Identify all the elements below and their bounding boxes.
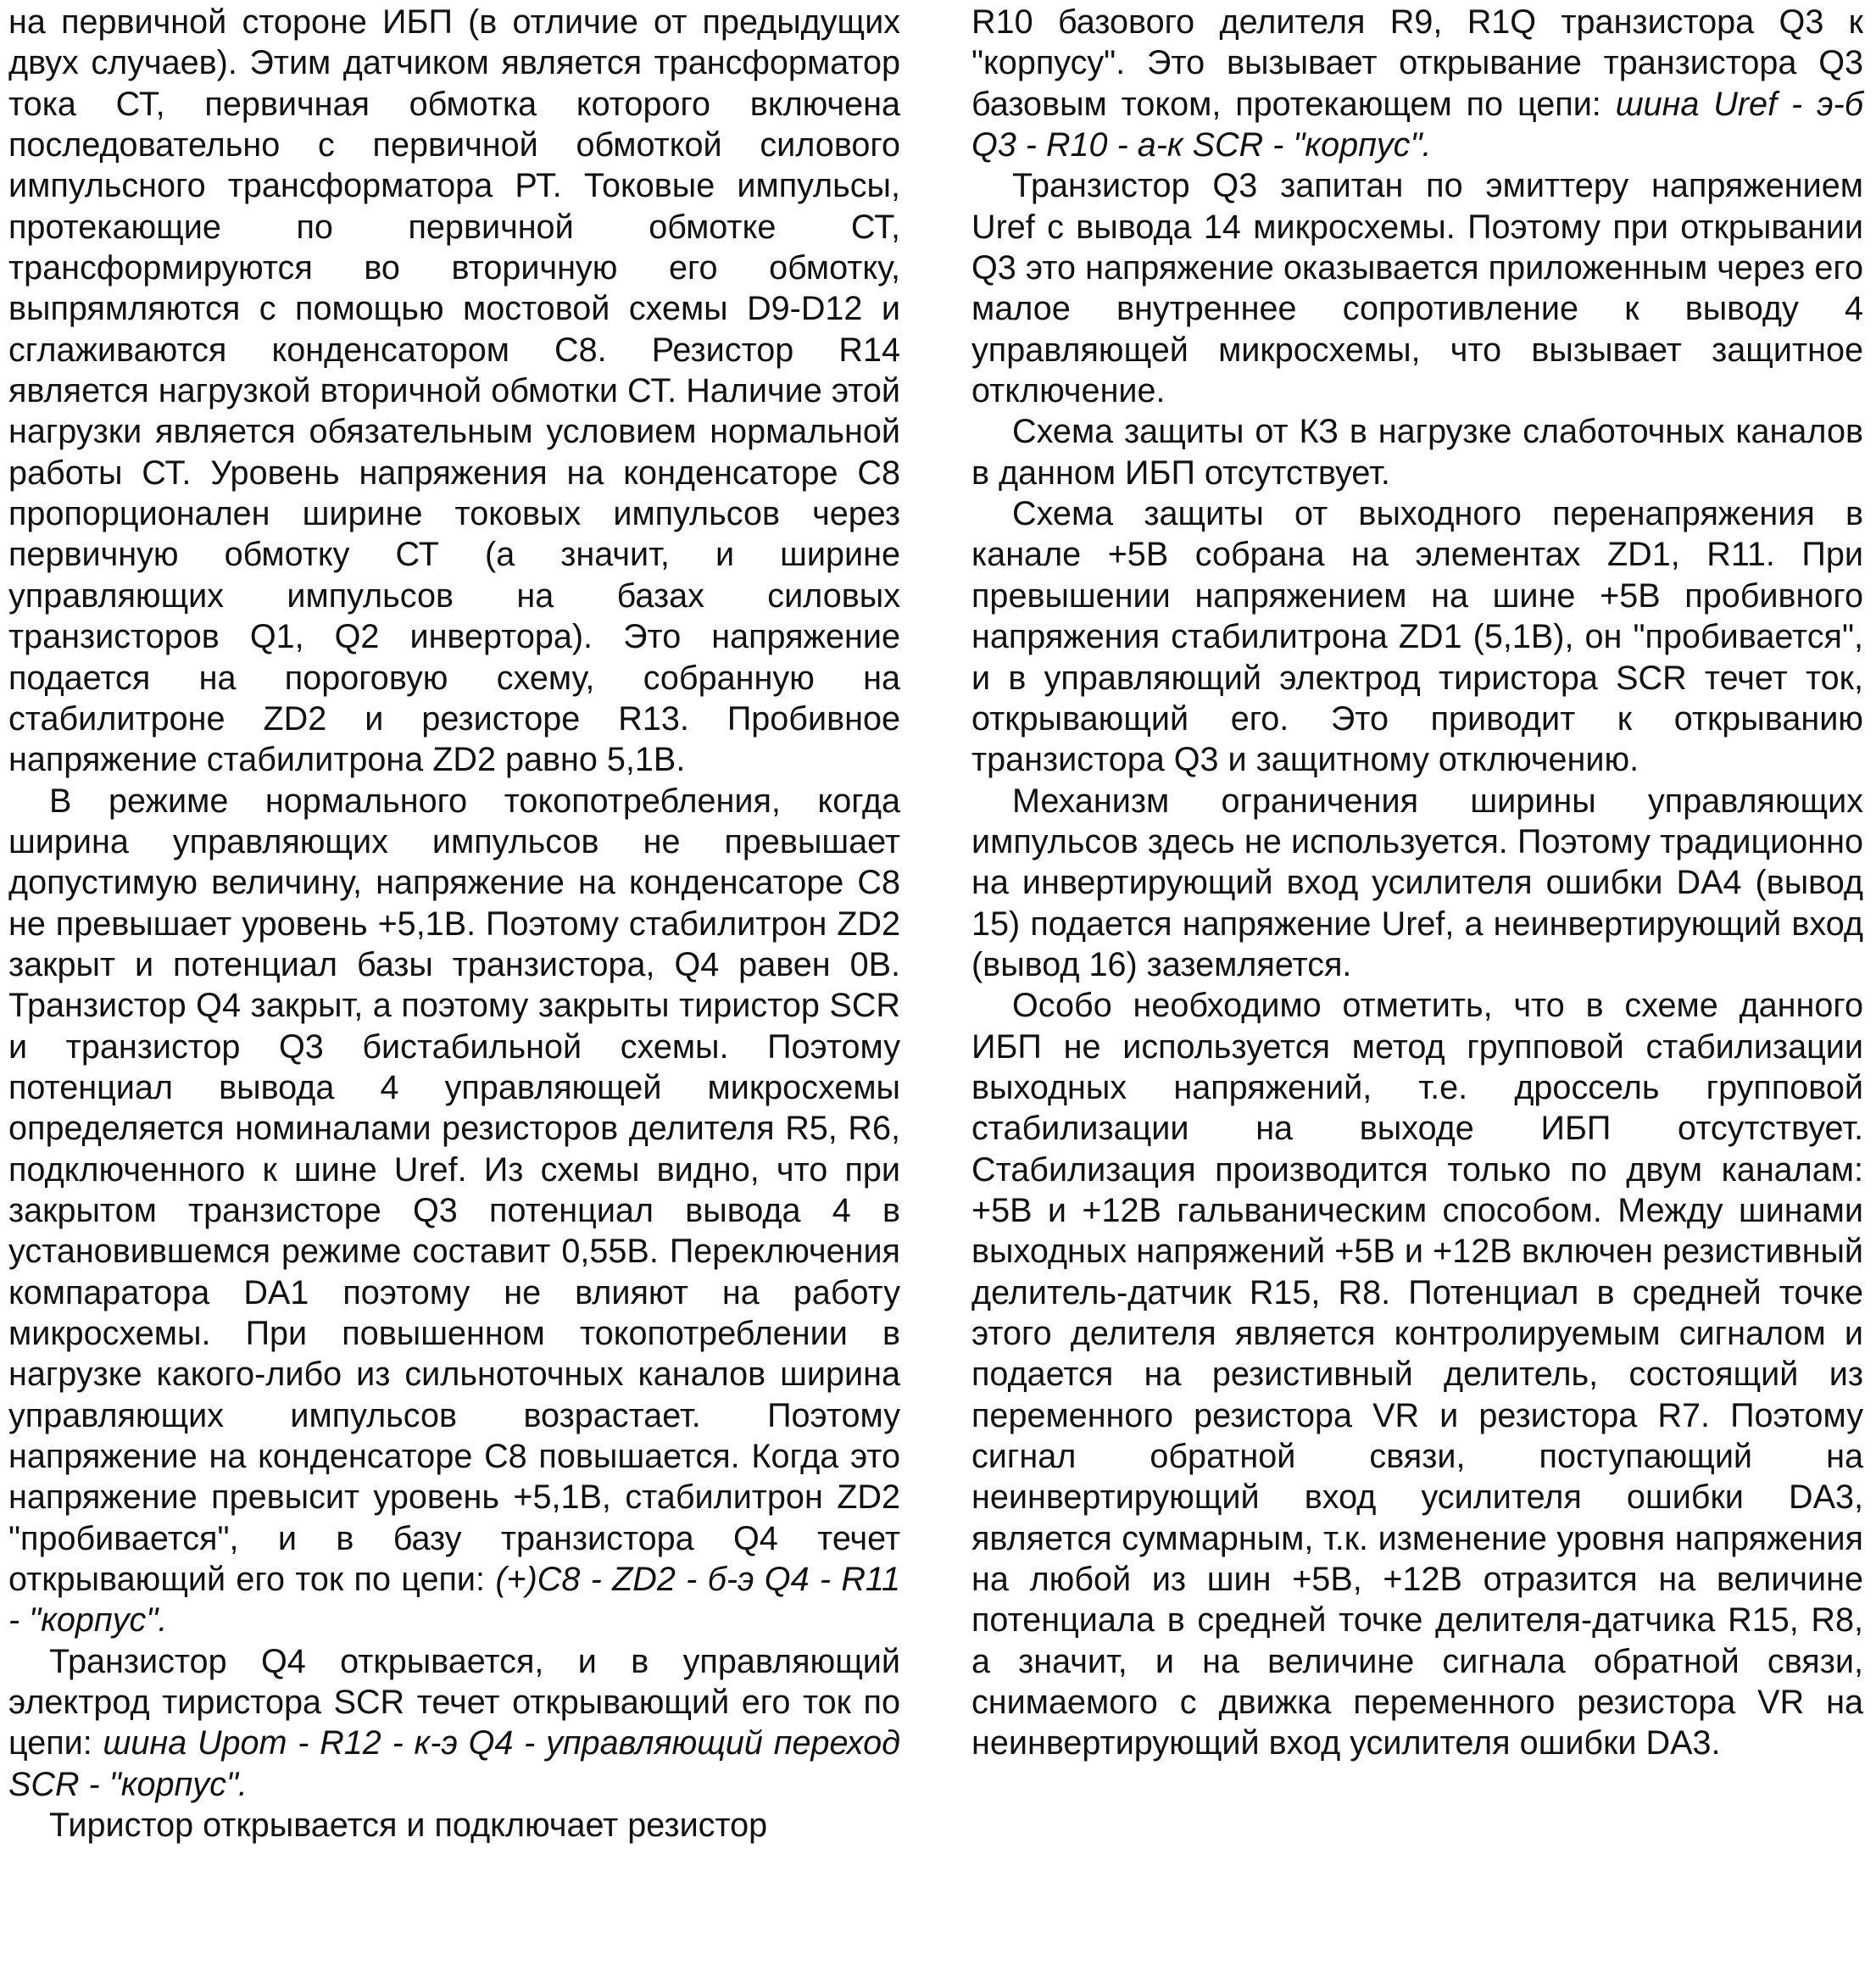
paragraph xyxy=(971,411,1863,493)
paragraph xyxy=(8,1641,900,1805)
paragraph xyxy=(8,1805,900,1846)
paragraph xyxy=(971,493,1863,780)
paragraph xyxy=(971,985,1863,1764)
paragraph xyxy=(8,2,900,781)
left-column xyxy=(8,2,900,1846)
paragraph xyxy=(971,165,1863,411)
circuit-path: (+)С8 - ZD2 - б-э Q4 - R11 - "корпус". xyxy=(8,1561,900,1640)
paragraph xyxy=(971,781,1863,986)
paragraph-text: Механизм ограничения ширины управляющих импульсов здесь не используется. Поэтому традиционно на инвертирующий вход усилителя ошибки DA4 (вывод 15) подается напряжение Uref, а неинвертирующий вход (вывод 16) заземляется. xyxy=(971,782,1863,983)
paragraph-text: на первичной стороне ИБП (в отличие от предыдущих двух случаев). Этим датчиком является трансформатор тока СТ, первичная обмотка которого включена последовательно с первичной обмоткой силового импульсного трансформатора РТ. Токовые импульсы, протекающие по первичной обмотке СТ, трансформируются во вторичную его обмотку, выпрямляются с помощью мостовой схемы D9-D12 и сглаживаются конденсатором С8. Резистор R14 является нагрузкой вторичной обмотки СТ. Наличие этой нагрузки является обязательным условием нормальной работы СТ. Уровень напряжения на конденсаторе С8 пропорционален ширине токовых импульсов через первичную обмотку СТ (а значит, и ширине управляющих импульсов на базах силовых транзисторов Q1, Q2 инвертора). Это напряжение подается на пороговую схему, собранную на стабилитроне ZD2 и резисторе R13. Пробивное напряжение стабилитрона ZD2 равно 5,1В. xyxy=(8,3,900,779)
paragraph-text: Схема защиты от КЗ в нагрузке слаботочных каналов в данном ИБП отсутствует. xyxy=(971,413,1863,492)
paragraph xyxy=(971,2,1863,165)
paragraph-text: Тиристор открывается и подключает резистор xyxy=(49,1807,768,1845)
paragraph-text: Транзистор Q4 открывается, и в управляющий электрод тиристора SCR течет открывающий его ток по цепи: xyxy=(8,1642,900,1762)
circuit-path: шина Uref - э-б Q3 - R10 - а-к SCR - "корпус". xyxy=(971,85,1863,164)
paragraph-text: В режиме нормального токопотребления, когда ширина управляющих импульсов не превышает допустимую величину, напряжение на конденсаторе С8 не превышает уровень +5,1В. Поэтому стабилитрон ZD2 закрыт и потенциал базы транзистора, Q4 равен 0В. Транзистор Q4 закрыт, а поэтому закрыты тиристор SCR и транзистор Q3 бистабильной схемы. Поэтому потенциал вывода 4 управляющей микросхемы определяется номиналами резисторов делителя R5, R6, подключенного к шине Uref. Из схемы видно, что при закрытом транзисторе Q3 потенциал вывода 4 в установившемся режиме составит 0,55В. Переключения компаратора DA1 поэтому не влияют на работу микросхемы. При повышенном токопотреблении в нагрузке какого-либо из сильноточных каналов ширина управляющих импульсов возрастает. Поэтому напряжение на конденсаторе С8 повышается. Когда это напряжение превысит уровень +5,1В, стабилитрон ZD2 "пробивается", и в базу транзистора Q4 течет открывающий его ток по цепи: xyxy=(8,782,900,1599)
paragraph-text: Схема защиты от выходного перенапряжения в канале +5В собрана на элементах ZD1, R11. При превышении напряжением на шине +5В пробивного напряжения стабилитрона ZD1 (5,1В), он "пробивается", и в управляющий электрод тиристора SCR течет ток, открывающий его. Это приводит к открыванию транзистора Q3 и защитному отключению. xyxy=(971,495,1863,779)
paragraph xyxy=(8,781,900,1641)
paragraph-text: R10 базового делителя R9, R1Q транзистора Q3 к "корпусу". Это вызывает открывание транзистора Q3 базовым током, протекающем по цепи: xyxy=(971,3,1863,123)
paragraph-text: Транзистор Q3 запитан по эмиттеру напряжением Uref с вывода 14 микросхемы. Поэтому при открывании Q3 это напряжение оказывается приложенным через его малое внутреннее сопротивление к выводу 4 управляющей микросхемы, что вызывает защитное отключение. xyxy=(971,167,1863,410)
circuit-path: шина Upom - R12 - к-э Q4 - управляющий переход SCR - "корпус". xyxy=(8,1724,901,1803)
right-column xyxy=(971,2,1863,1764)
paragraph-text: Особо необходимо отметить, что в схеме данного ИБП не используется метод групповой стабилизации выходных напряжений, т.е. дроссель групповой стабилизации на выходе ИБП отсутствует. Стабилизация производится только по двум каналам: +5В и +12В гальваническим способом. Между шинами выходных напряжений +5В и +12В включен резистивный делитель-датчик R15, R8. Потенциал в средней точке этого делителя является контролируемым сигналом и подается на резистивный делитель, состоящий из переменного резистора VR и резистора R7. Поэтому сигнал обратной связи, поступающий на неинвертирующий вход усилителя ошибки DA3, является суммарным, т.к. изменение уровня напряжения на любой из шин +5В, +12В отразится на величине потенциала в средней точке делителя-датчика R15, R8, а значит, и на величине сигнала обратной связи, снимаемого с движка переменного резистора VR на неинвертирующий вход усилителя ошибки DA3. xyxy=(971,987,1863,1762)
